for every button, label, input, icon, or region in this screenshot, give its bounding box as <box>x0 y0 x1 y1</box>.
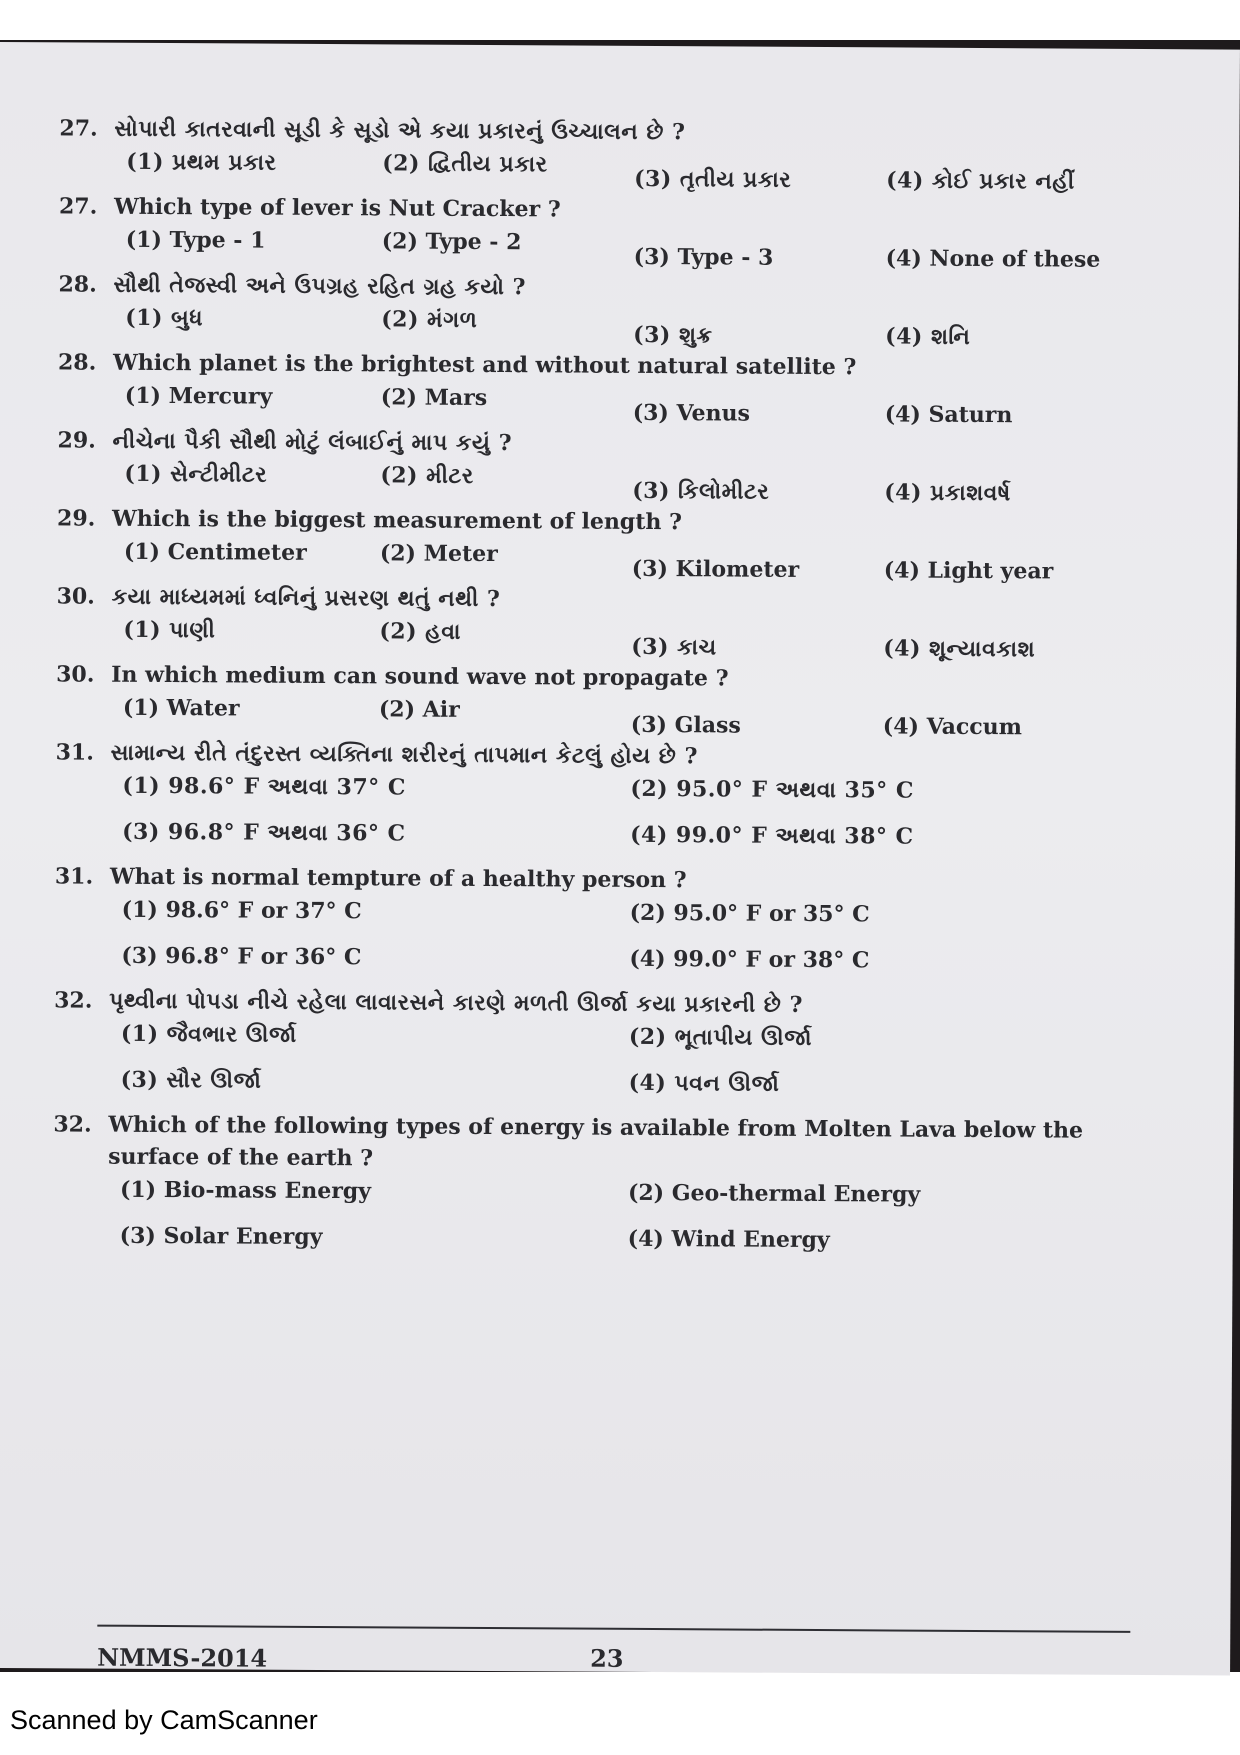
question-block <box>55 736 1136 867</box>
question-text: નીચેના પૈકી સૌથી મોટું લંબાઈનું માપ કયું ? <box>112 427 513 457</box>
option: (4) કોઈ પ્રકાર નહીં <box>886 167 1075 195</box>
option: (1) Centimeter <box>123 538 307 566</box>
option: (1) 98.6° F અથવા 37° C <box>122 772 406 801</box>
question-text: સોપારી કાતરવાની સૂડી કે સૂડો એ કયા પ્રકારનું ઉચ્ચાલન છે ? <box>114 115 686 146</box>
option: (2) દ્વિતીય પ્રકાર <box>382 150 548 178</box>
question-block <box>56 580 1136 665</box>
option: (1) પ્રથમ પ્રકાર <box>126 148 277 176</box>
question-text: સૌથી તેજસ્વી અને ઉપગ્રહ રહિત ગ્રહ કયો ? <box>113 271 527 301</box>
option: (3) 96.8° F અથવા 36° C <box>122 818 406 847</box>
question-number: 30. <box>56 661 95 688</box>
option: (3) કાચ <box>631 633 717 661</box>
scanner-caption: Scanned by CamScanner <box>10 1705 318 1735</box>
option: (4) 99.0° F or 38° C <box>629 945 870 974</box>
question-block <box>53 984 1134 1115</box>
option: (4) Saturn <box>884 401 1013 429</box>
question-block <box>56 658 1136 743</box>
option: (1) જૈવભાર ઊર્જા <box>120 1020 297 1048</box>
footer-divider <box>97 1625 1130 1633</box>
option: (2) 95.0° F અથવા 35° C <box>630 775 914 804</box>
option: (3) 96.8° F or 36° C <box>121 942 362 971</box>
page-number: 23 <box>590 1643 624 1673</box>
option: (4) Wind Energy <box>627 1225 830 1254</box>
option: (2) Geo-thermal Energy <box>627 1179 921 1208</box>
option: (3) શુક્ર <box>633 321 713 349</box>
option: (1) પાણી <box>123 616 216 644</box>
question-text: In which medium can sound wave not propagate ? <box>111 661 729 692</box>
option: (3) Kilometer <box>631 555 800 583</box>
question-block <box>58 268 1138 353</box>
option: (1) Water <box>122 694 240 722</box>
option: (4) શનિ <box>885 323 971 350</box>
option: (4) શૂન્યાવકાશ <box>883 635 1036 663</box>
option: (4) Light year <box>883 557 1054 585</box>
question-text: Which of the following types of energy is available from Molten Lava below the surface of the earth ? <box>108 1111 1084 1172</box>
option: (4) પ્રકાશવર્ષ <box>884 479 1011 507</box>
question-number: 30. <box>56 583 95 610</box>
option: (3) Glass <box>630 711 741 739</box>
option: (4) પવન ઊર્જા <box>628 1069 780 1097</box>
question-text: પૃથ્વીના પોપડા નીચે રહેલા લાવારસને કારણે મળતી ઊર્જા કયા પ્રકારની છે ? <box>109 987 803 1018</box>
question-block <box>58 346 1138 431</box>
question-number: 29. <box>57 505 96 532</box>
option: (2) મીટર <box>380 462 474 489</box>
option: (3) Type - 3 <box>633 243 774 271</box>
option: (2) હવા <box>379 618 462 645</box>
option: (2) ભૂતાપીય ઊર્જા <box>628 1023 813 1051</box>
question-text: Which is the biggest measurement of length ? <box>112 505 683 536</box>
question-block <box>53 1108 1134 1271</box>
option: (4) None of these <box>885 245 1101 273</box>
question-text: સામાન્ય રીતે તંદુરસ્ત વ્યક્તિના શરીરનું તાપમાન કેટલું હોય છે ? <box>110 739 698 770</box>
option: (1) Mercury <box>124 382 273 410</box>
question-number: 27. <box>58 193 98 220</box>
question-text: Which planet is the brightest and without natural satellite ? <box>112 349 857 381</box>
option: (3) Solar Energy <box>119 1222 323 1250</box>
question-text: What is normal tempture of a healthy person ? <box>109 863 687 894</box>
option: (1) સેન્ટીમીટર <box>124 460 268 488</box>
option: (3) કિલોમીટર <box>632 477 770 505</box>
question-number: 31. <box>55 739 95 766</box>
scanned-photo <box>0 40 1240 1672</box>
question-number: 28. <box>57 349 97 376</box>
option: (2) Mars <box>380 384 488 411</box>
question-text: Which type of lever is Nut Cracker ? <box>113 193 561 223</box>
question-number: 32. <box>54 987 93 1014</box>
exam-name: NMMS-2014 <box>97 1642 268 1673</box>
question-block <box>59 112 1139 197</box>
option: (3) સૌર ઊર્જા <box>120 1066 262 1094</box>
question-number: 27. <box>59 115 98 142</box>
option: (1) બુધ <box>125 304 204 332</box>
option: (2) Meter <box>379 540 498 568</box>
option: (2) 95.0° F or 35° C <box>629 899 870 928</box>
option: (1) 98.6° F or 37° C <box>121 896 362 925</box>
option: (3) Venus <box>632 399 751 427</box>
option: (1) Bio-mass Energy <box>119 1176 372 1205</box>
question-number: 28. <box>58 271 97 298</box>
question-list <box>53 112 1140 1271</box>
option: (4) Vaccum <box>882 713 1023 741</box>
option: (2) મંગળ <box>381 306 478 333</box>
option: (3) તૃતીય પ્રકાર <box>634 165 792 193</box>
question-text: કયા માધ્યમમાં ધ્વનિનું પ્રસરણ થતું નથી ? <box>111 583 501 613</box>
option: (1) Type - 1 <box>125 226 266 254</box>
question-number: 29. <box>57 427 96 454</box>
question-block <box>57 502 1137 587</box>
exam-page <box>0 42 1240 1676</box>
option: (2) Air <box>378 696 460 723</box>
question-block <box>57 424 1137 509</box>
question-block <box>59 190 1139 275</box>
option: (2) Type - 2 <box>381 228 522 256</box>
question-block <box>54 860 1135 991</box>
option: (4) 99.0° F અથવા 38° C <box>630 821 914 850</box>
question-number: 31. <box>54 863 94 890</box>
question-number: 32. <box>53 1111 92 1138</box>
